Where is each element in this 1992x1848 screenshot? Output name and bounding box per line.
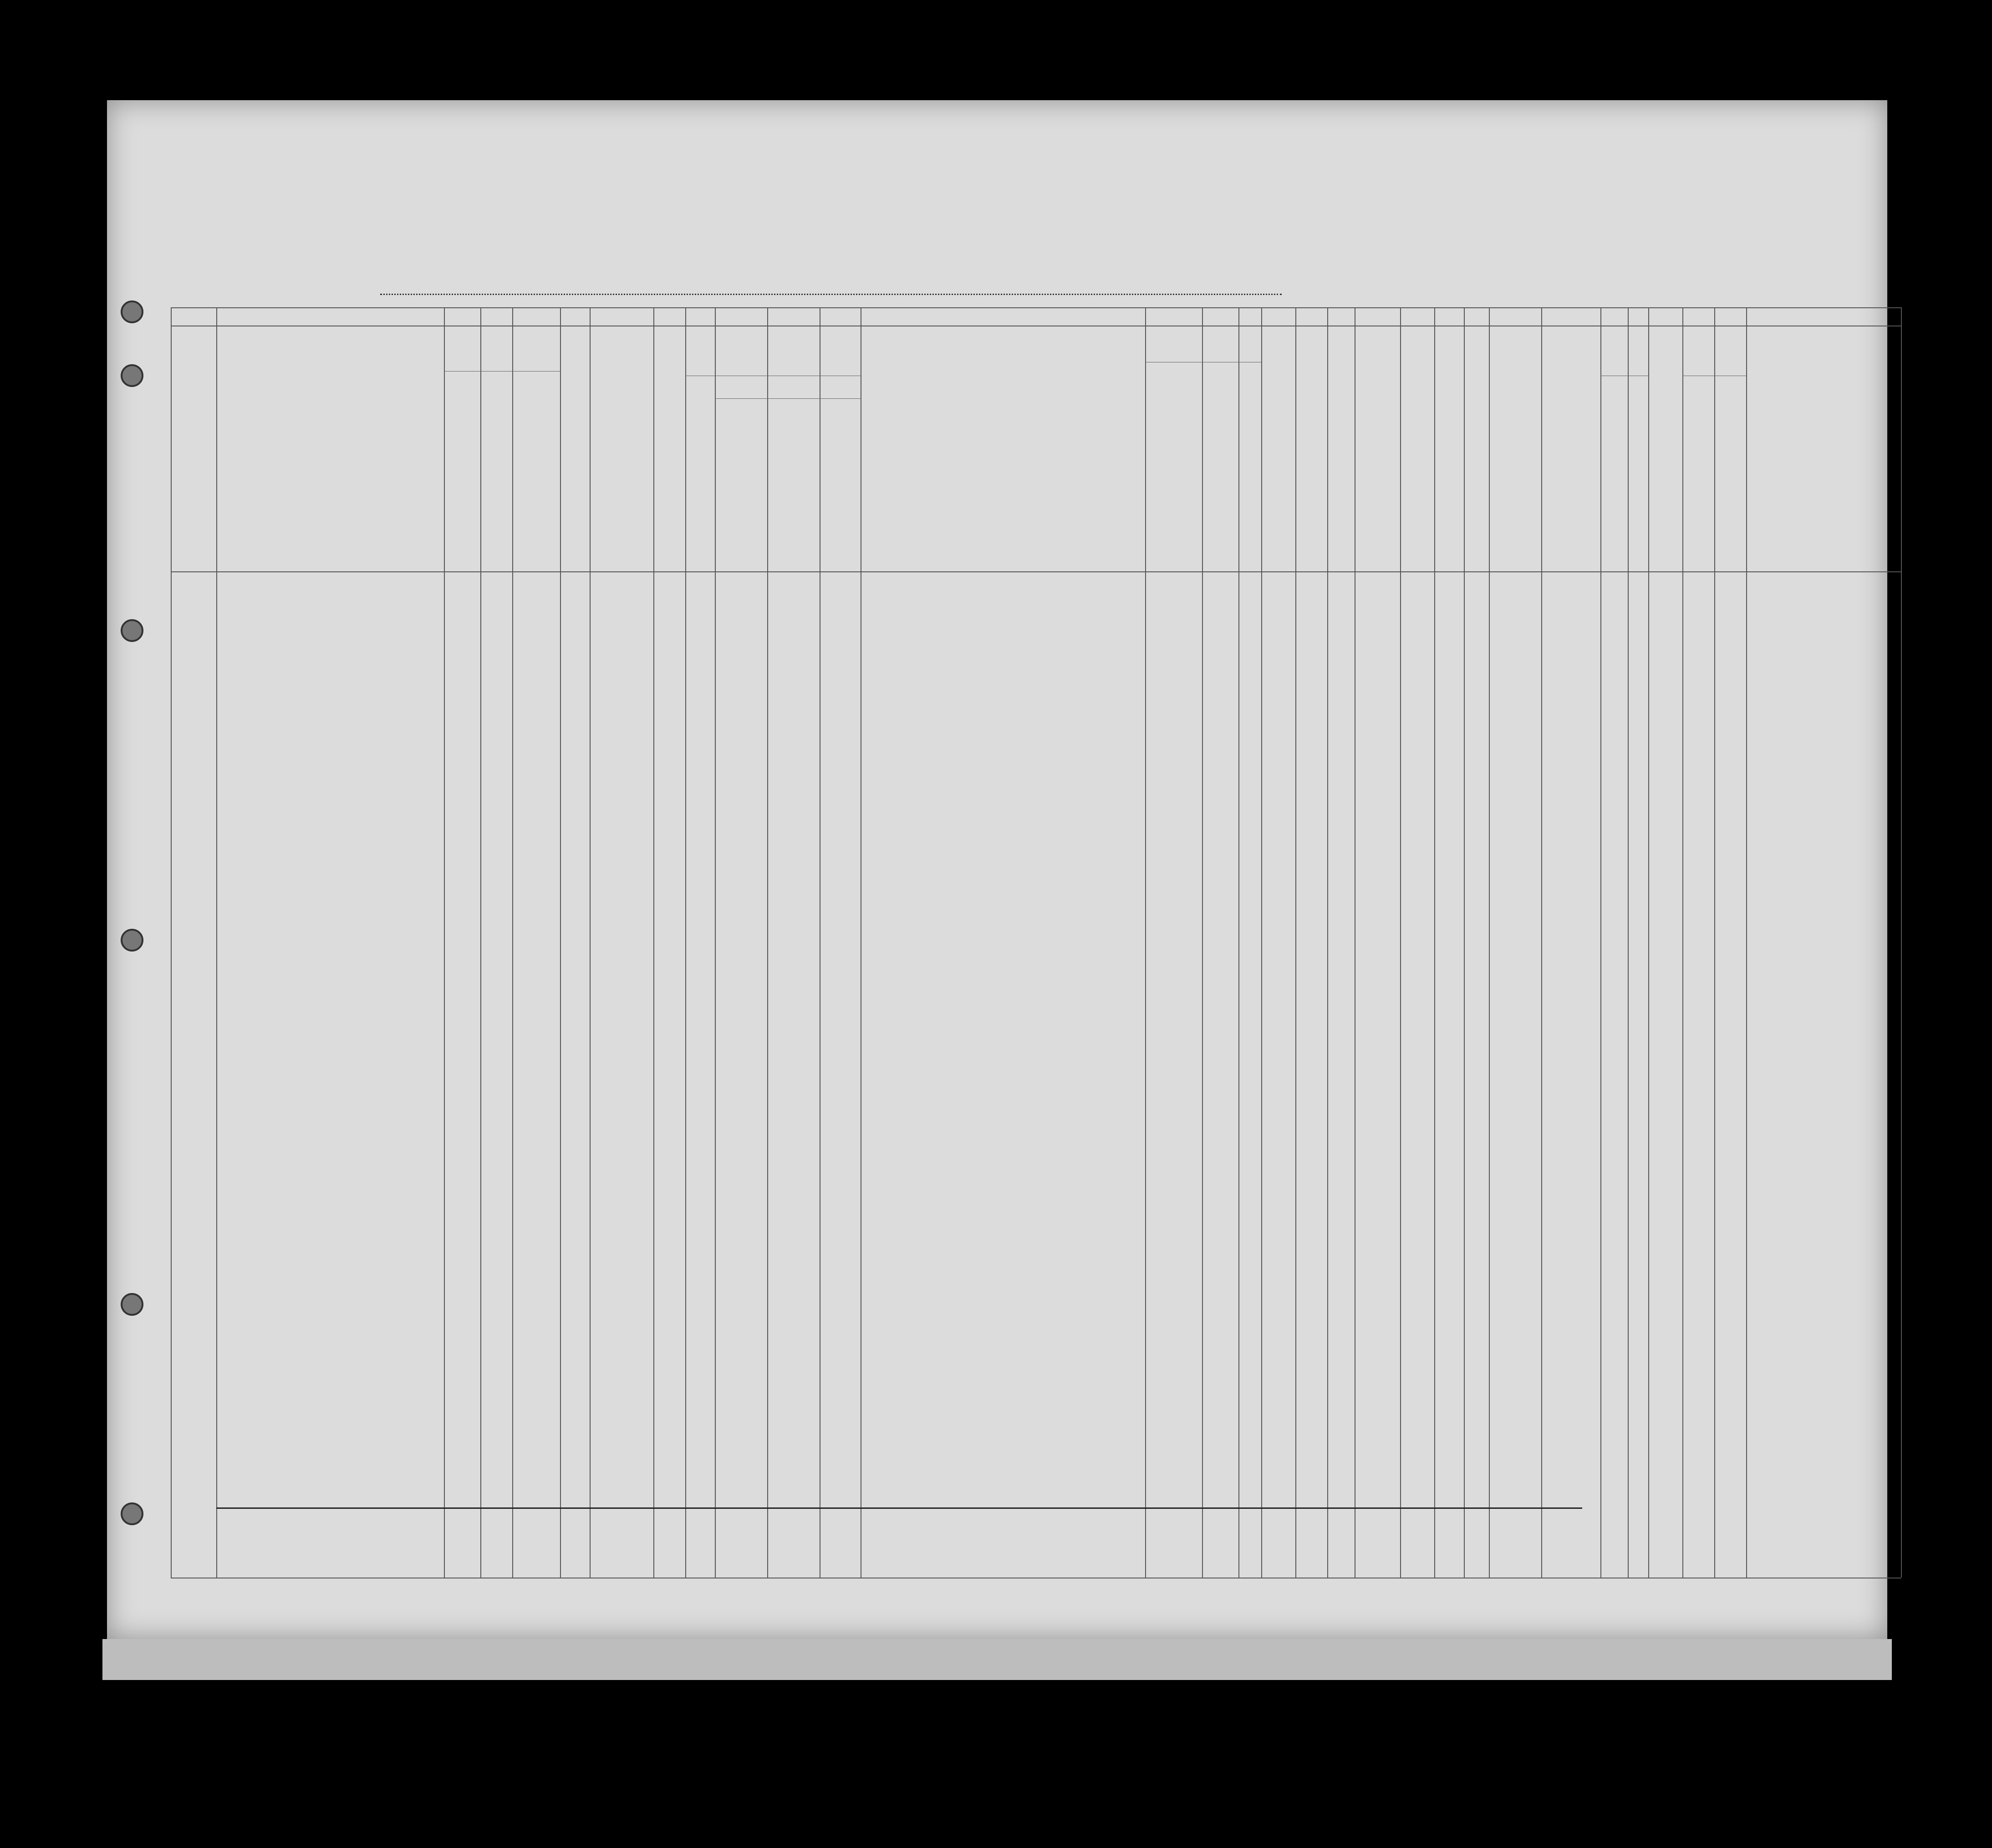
table-row: [171, 1510, 1901, 1543]
table-row: [171, 1544, 1901, 1577]
row-rule: [171, 307, 1901, 308]
table-row: [171, 1110, 1901, 1143]
binder-hole: [121, 364, 143, 387]
binder-hole: [121, 1502, 143, 1525]
arriving-dotted-line: [380, 294, 1282, 295]
strike-line: [216, 1507, 1582, 1509]
subtitle: [171, 214, 1682, 229]
table-row: [171, 1010, 1901, 1043]
table-row: [171, 743, 1901, 776]
table-row: [171, 643, 1901, 676]
table-row: [171, 910, 1901, 943]
table-row: [171, 1377, 1901, 1410]
subheader-rule: [715, 398, 861, 399]
binder-hole: [121, 929, 143, 952]
table-row: [171, 876, 1901, 910]
table-row: [171, 1477, 1901, 1510]
binder-hole: [121, 1293, 143, 1316]
table-row: [171, 1310, 1901, 1344]
manifest-table: [171, 307, 1901, 1578]
table-row: [171, 977, 1901, 1010]
table-row: [171, 843, 1901, 876]
binder-hole: [121, 300, 143, 323]
table-row: [171, 809, 1901, 843]
sheet-edge: [102, 1639, 1892, 1680]
table-row: [171, 1344, 1901, 1377]
table-row: [171, 1410, 1901, 1444]
column-rule: [1901, 307, 1902, 1578]
table-row: [171, 1077, 1901, 1110]
row-rule: [171, 571, 1901, 572]
subheader-rule: [444, 371, 560, 372]
table-row: [171, 676, 1901, 709]
table-row: [171, 1043, 1901, 1076]
table-row: [171, 709, 1901, 743]
table-row: [171, 609, 1901, 642]
table-row: [171, 1243, 1901, 1277]
binder-hole: [121, 619, 143, 642]
table-row: [171, 1444, 1901, 1477]
table-row: [171, 1143, 1901, 1176]
table-row: [171, 1176, 1901, 1210]
table-row: [171, 1210, 1901, 1243]
table-row: [171, 576, 1901, 609]
table-row: [171, 943, 1901, 976]
manifest-sheet: [107, 100, 1887, 1639]
table-row: [171, 1277, 1901, 1310]
table-row: [171, 776, 1901, 809]
